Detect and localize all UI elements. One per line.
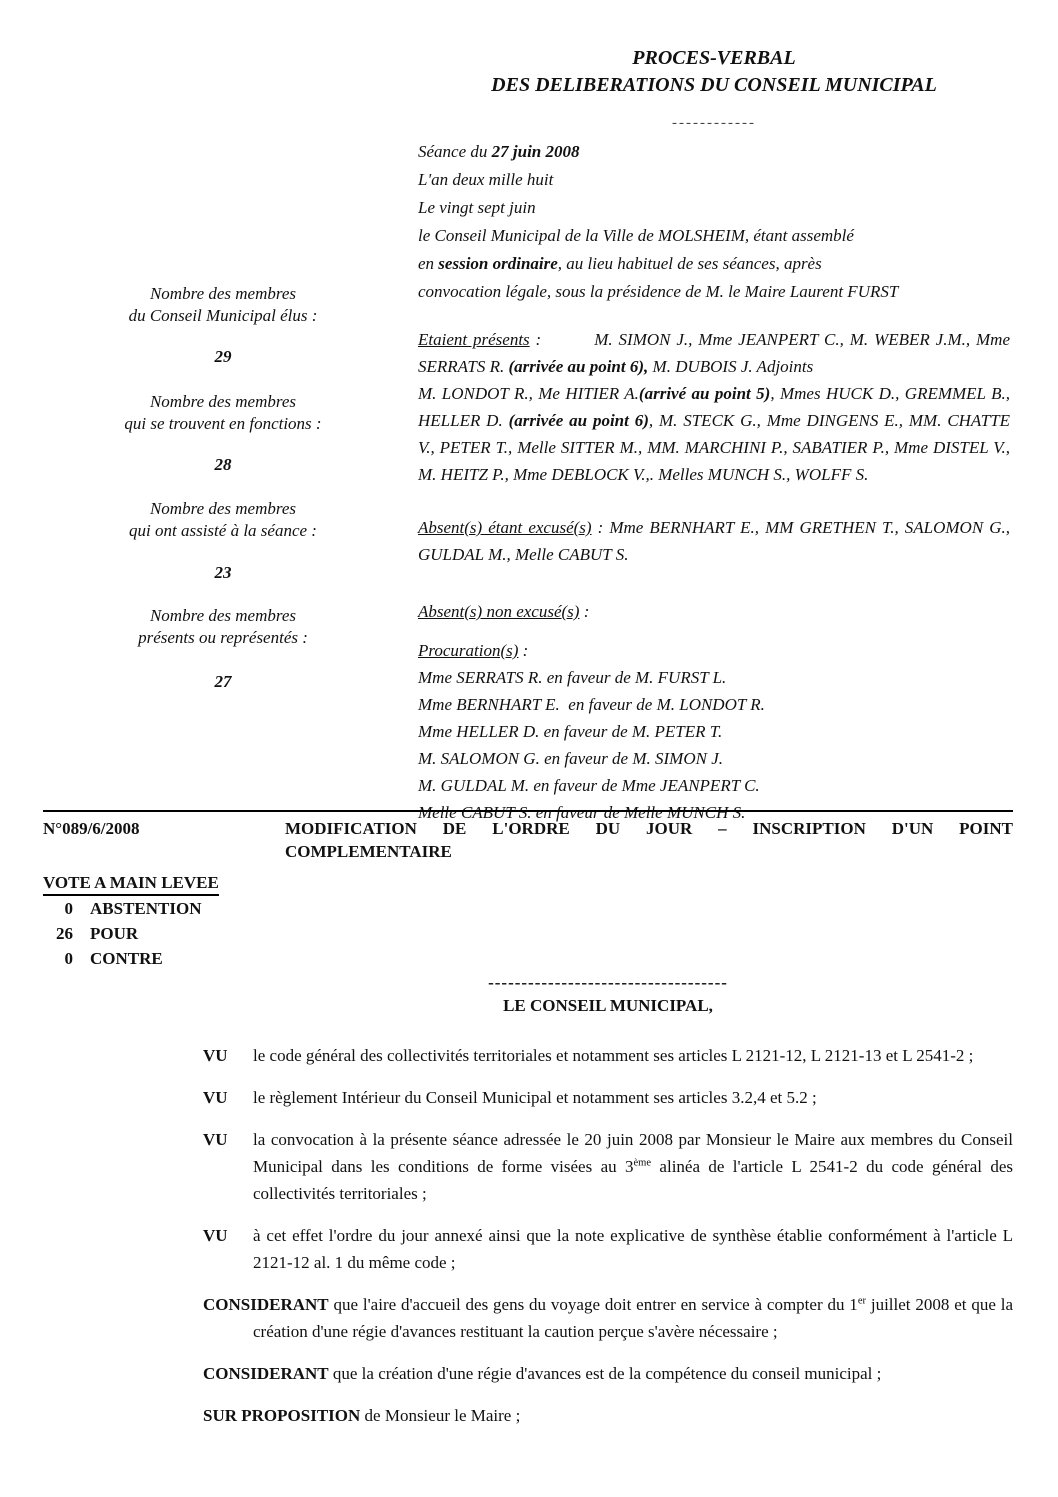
procurations-heading: Procuration(s) : [418,641,529,660]
vote-block [43,863,1013,971]
vote-pour-count: 26 [56,924,73,943]
vu-clause-4 [203,1222,1013,1276]
procurations-block [418,637,1010,826]
present-members-paragraph-1: Etaient présents : M. SIMON J., Mme JEANPERT C., M. WEBER J.M., Mme SERRATS R. (arrivée au point 6), M. DUBOIS J. Adjoints [418,330,1010,376]
members-represented-block [43,605,403,649]
vote-abstention-label: ABSTENTION [90,899,202,918]
considerant-clause-1 [203,1291,1013,1345]
vote-pour-label: POUR [90,924,139,943]
absent-excused-paragraph: Absent(s) étant excusé(s) : Mme BERNHART E., MM GRETHEN T., SALOMON G., GULDAL M., Melle CABUT S. [418,518,1010,564]
vote-heading: VOTE A MAIN LEVEE [43,872,219,896]
council-heading-block [203,975,1013,1018]
members-attended-block [43,498,403,542]
council-dash-separator: ------------------------------------ [488,973,728,992]
vote-abstention-count: 0 [64,899,73,918]
vu-clause-2 [203,1084,1013,1111]
sur-proposition-clause [203,1402,1013,1429]
considerant-clause-2-text: que la création d'une régie d'avances est de la compétence du conseil municipal ; [328,1364,882,1383]
members-in-office-label-line2: qui se trouvent en fonctions : [124,414,322,433]
vu-keyword: VU [203,1130,228,1149]
vote-row-abstention [43,896,1013,921]
header-dash-separator: ------------ [672,115,756,131]
session-council-line: le Conseil Municipal de la Ville de MOLSHEIM, étant assemblé [418,226,854,245]
considerant-clause-2 [203,1360,1013,1387]
deliberation-title-line2: COMPLEMENTAIRE [285,842,452,861]
doc-title-line1: PROCES-VERBAL [632,47,796,69]
members-in-office-block [43,391,403,435]
members-attended-label-line2: qui ont assisté à la séance : [129,521,317,540]
procuration-line: M. SALOMON G. en faveur de M. SIMON J. [418,749,723,768]
vu-clause-1 [203,1042,1013,1069]
deliberation-title-line1: MODIFICATION DE L'ORDRE DU JOUR – INSCRIPTION D'UN POINT [285,819,1013,838]
session-day-line: Le vingt sept juin [418,198,536,217]
deliberation-header [43,817,1013,863]
session-year-line: L'an deux mille huit [418,170,554,189]
seance-date-line: Séance du 27 juin 2008 [418,142,580,161]
vu-clause-2-text: le règlement Intérieur du Conseil Municipal et notamment ses articles 3.2,4 et 5.2 ; [253,1088,817,1107]
vu-clause-1-text: le code général des collectivités territoriales et notamment ses articles L 2121-12, L 2121-13 et L 2541-2 ; [253,1046,974,1065]
members-represented-label-line1: Nombre des membres [149,606,297,625]
members-in-office-count: 28 [214,455,232,474]
vu-clause-3-text: la convocation à la présente séance adressée le 20 juin 2008 par Monsieur le Maire aux membres du Conseil Municipal dans les conditions de forme visées au 3ème alinéa de l'article L 2541-2 du code général des collectivités territoriales ; [253,1130,1013,1203]
vu-clause-3 [203,1126,1013,1207]
vote-contre-label: CONTRE [90,949,163,968]
vu-clause-4-text: à cet effet l'ordre du jour annexé ainsi que la note explicative de synthèse établie conformément à l'article L 2121-12 al. 1 du même code ; [253,1226,1013,1272]
sur-proposition-text: de Monsieur le Maire ; [360,1406,521,1425]
considerant-keyword: CONSIDERANT [203,1295,329,1314]
procuration-line: M. GULDAL M. en faveur de Mme JEANPERT C. [418,776,760,795]
members-elected-label-line2: du Conseil Municipal élus : [128,306,318,325]
session-convocation-line: convocation légale, sous la présidence de M. le Maire Laurent FURST [418,282,899,301]
horizontal-rule [43,810,1013,812]
session-column [418,138,1010,826]
session-ordinary-line: en session ordinaire, au lieu habituel de ses séances, après [418,254,822,273]
vu-keyword: VU [203,1046,228,1065]
members-attended-count: 23 [214,563,232,582]
vu-keyword: VU [203,1088,228,1107]
members-elected-label-line1: Nombre des membres [149,284,297,303]
members-elected-count: 29 [214,347,232,366]
procuration-line: Mme HELLER D. en faveur de M. PETER T. [418,722,723,741]
document-header [418,45,1010,132]
members-elected-block [43,283,403,327]
considerant-keyword: CONSIDERANT [203,1364,329,1383]
vote-contre-count: 0 [64,949,73,968]
procuration-line: Mme SERRATS R. en faveur de M. FURST L. [418,668,727,687]
members-represented-label-line2: présents ou représentés : [138,628,308,647]
deliberation-section [43,810,1013,1429]
vote-row-pour [43,921,1013,946]
vu-keyword: VU [203,1226,228,1245]
members-attended-label-line1: Nombre des membres [149,499,297,518]
sur-proposition-keyword: SUR PROPOSITION [203,1406,361,1425]
vote-row-contre [43,946,1013,971]
considerant-clause-1-text: que l'aire d'accueil des gens du voyage doit entrer en service à compter du 1er juillet 2008 et que la création d'une régie d'avances restituant la caution perçue s'avère nécessaire ; [253,1295,1013,1341]
procuration-line: Mme BERNHART E. en faveur de M. LONDOT R. [418,695,765,714]
present-members-paragraph-2: M. LONDOT R., Me HITIER A.(arrivé au point 5), Mmes HUCK D., GREMMEL B., HELLER D. (arrivée au point 6), M. STECK G., Mme DINGENS E., MM. CHATTE V., PETER T., Melle SITTER M., MM. MARCHINI P., SABATIER P., Mme DISTEL V., M. HEITZ P., Mme DEBLOCK V.,. Melles MUNCH S., WOLFF S. [418,384,1010,484]
clauses-block [203,1042,1013,1429]
council-heading: LE CONSEIL MUNICIPAL, [503,996,713,1015]
member-counts-column [43,283,403,703]
deliberation-title [285,817,1013,863]
doc-title-line2: DES DELIBERATIONS DU CONSEIL MUNICIPAL [491,74,937,96]
members-represented-count: 27 [214,672,232,691]
members-in-office-label-line1: Nombre des membres [149,392,297,411]
deliberation-number: N°089/6/2008 [43,819,140,838]
procuration-line: Melle CABUT S. en faveur de Melle MUNCH S. [418,803,746,822]
absent-not-excused-line: Absent(s) non excusé(s) : [418,602,590,621]
